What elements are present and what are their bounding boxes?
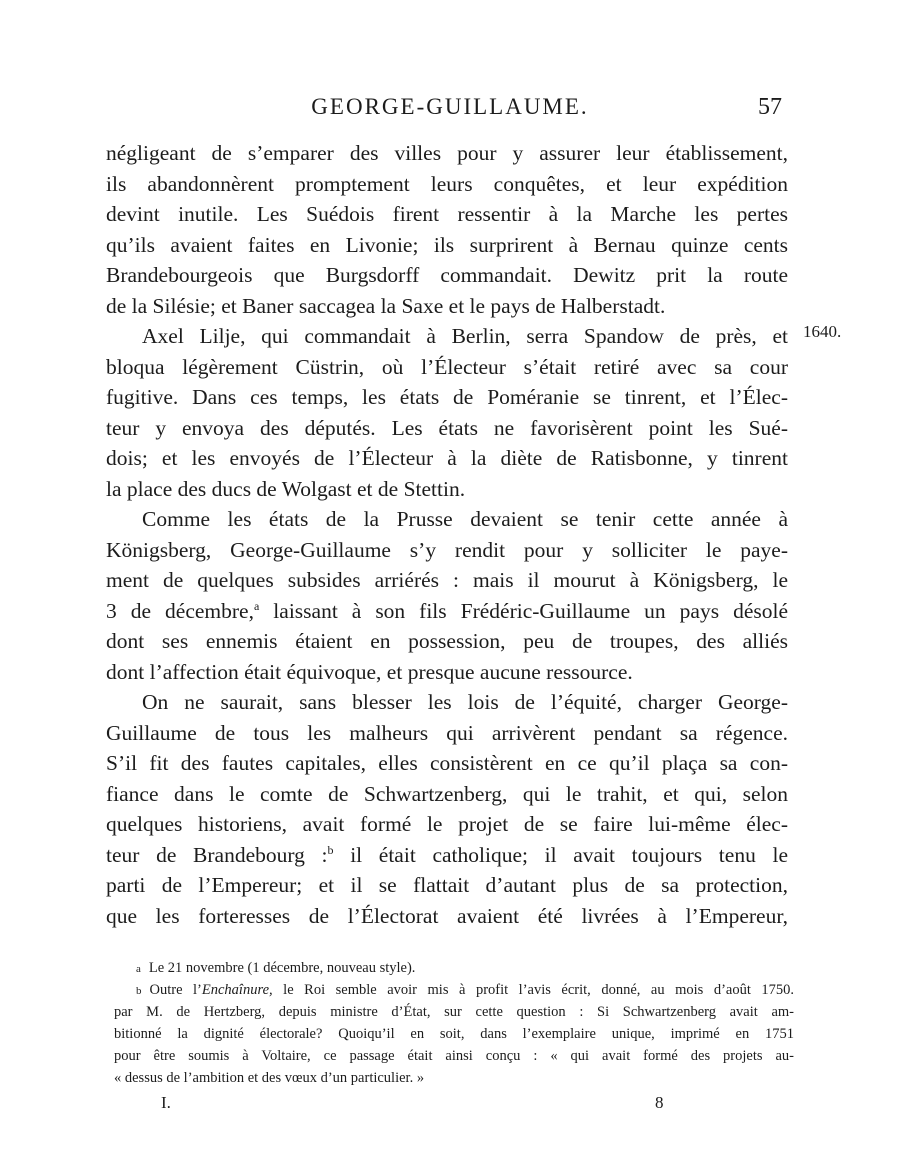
- volume-signature: I.: [161, 1093, 171, 1112]
- text-line: teur y envoya des députés. Les états ne favorisèrent point les Sué-: [106, 415, 788, 440]
- footnote-text: Le 21 novembre (1 décembre, nouveau style).: [148, 960, 416, 976]
- text-line: fugitive. Dans ces temps, les états de Poméranie se tinrent, et l’Élec-: [106, 385, 788, 409]
- text-line: Comme les états de la Prusse devaient se tenir cette année à: [142, 507, 788, 531]
- text-line: S’il fit des fautes capitales, elles consistèrent en ce qu’il plaça sa con-: [106, 751, 788, 775]
- margin-year-note: 1640.: [803, 322, 842, 341]
- text-segment: 3 de décembre,: [106, 598, 254, 623]
- text-line: fiance dans le comte de Schwartzenberg, qui le trahit, et qui, selon: [106, 781, 788, 806]
- body-text: [106, 138, 788, 931]
- text-line: quelques historiens, avait formé le projet de se faire lui-même élec-: [106, 812, 788, 836]
- running-head: [0, 94, 900, 128]
- text-line: ils abandonnèrent promptement leurs conquêtes, et leur expédition: [106, 171, 788, 196]
- text-line: [106, 596, 788, 627]
- text-line: dois; et les envoyés de l’Électeur à la diète de Ratisbonne, y tinrent: [106, 446, 788, 470]
- text-line: ment de quelques subsides arriérés : mais il mourut à Königsberg, le: [106, 568, 788, 592]
- page-title: GEORGE-GUILLAUME.: [311, 94, 589, 119]
- sheet-signature: 8: [655, 1093, 664, 1112]
- footnote-ref-a[interactable]: a: [253, 598, 260, 613]
- footnote-mark: b: [136, 985, 142, 997]
- text-segment: teur de Brandebourg :: [106, 842, 328, 867]
- text-line: la place des ducs de Wolgast et de Stettin.: [106, 476, 466, 501]
- text-line: devint inutile. Les Suédois firent ressentir à la Marche les pertes: [106, 202, 788, 226]
- footnote-book-title: Enchaînure,: [201, 982, 273, 998]
- footnote-line: « dessus de l’ambition et des vœux d’un particulier. »: [114, 1070, 425, 1086]
- footnote-a: [114, 957, 794, 979]
- page-number: 57: [758, 94, 782, 120]
- footnote-ref-b[interactable]: b: [327, 842, 334, 857]
- text-line: Brandebourgeois que Burgsdorff commandait. Dewitz prit la route: [106, 263, 788, 287]
- text-line: On ne saurait, sans blesser les lois de l’équité, charger George-: [142, 690, 788, 714]
- text-line: négligeant de s’emparer des villes pour y assurer leur établissement,: [106, 141, 788, 165]
- footnote-line: par M. de Hertzberg, depuis ministre d’État, sur cette question : Si Schwartzenberg avait am-: [114, 1004, 794, 1020]
- text-line: parti de l’Empereur; et il se flattait d’autant plus de sa protection,: [106, 873, 788, 897]
- footnote-mark: a: [136, 963, 141, 975]
- footnote-line: bitionné la dignité électorale? Quoiqu’il en soit, dans l’exemplaire unique, imprimé en 1751: [114, 1026, 794, 1042]
- text-line: de la Silésie; et Baner saccagea la Saxe et le pays de Halberstadt.: [106, 293, 666, 318]
- footnote-text: le Roi semble avoir mis à profit l’avis écrit, donné, au mois d’août 1750.: [283, 982, 795, 998]
- footnote-text: Outre l’: [149, 982, 202, 998]
- text-line: qu’ils avaient faites en Livonie; ils surprirent à Bernau quinze cents: [106, 232, 788, 257]
- text-line: dont l’affection était équivoque, et presque aucune ressource.: [106, 659, 633, 684]
- text-segment: laissant à son fils Frédéric-Guillaume un pays désolé: [273, 598, 788, 623]
- text-line: [106, 840, 788, 871]
- text-line: dont ses ennemis étaient en possession, peu de troupes, des alliés: [106, 629, 788, 653]
- text-segment: il était catholique; il avait toujours tenu le: [350, 842, 788, 867]
- text-line: Axel Lilje, qui commandait à Berlin, serra Spandow de près, et: [142, 324, 788, 348]
- text-line: que les forteresses de l’Électorat avaient été livrées à l’Empereur,: [106, 903, 788, 928]
- footnote-b: [114, 979, 794, 1001]
- text-line: Königsberg, George-Guillaume s’y rendit pour y solliciter le paye-: [106, 537, 788, 562]
- footnotes: [114, 957, 794, 1089]
- footnote-line: pour être soumis à Voltaire, ce passage était ainsi conçu : « qui avait formé des projets au-: [114, 1048, 794, 1064]
- text-line: Guillaume de tous les malheurs qui arrivèrent pendant sa régence.: [106, 720, 788, 745]
- text-line: bloqua légèrement Cüstrin, où l’Électeur s’était retiré avec sa cour: [106, 354, 788, 379]
